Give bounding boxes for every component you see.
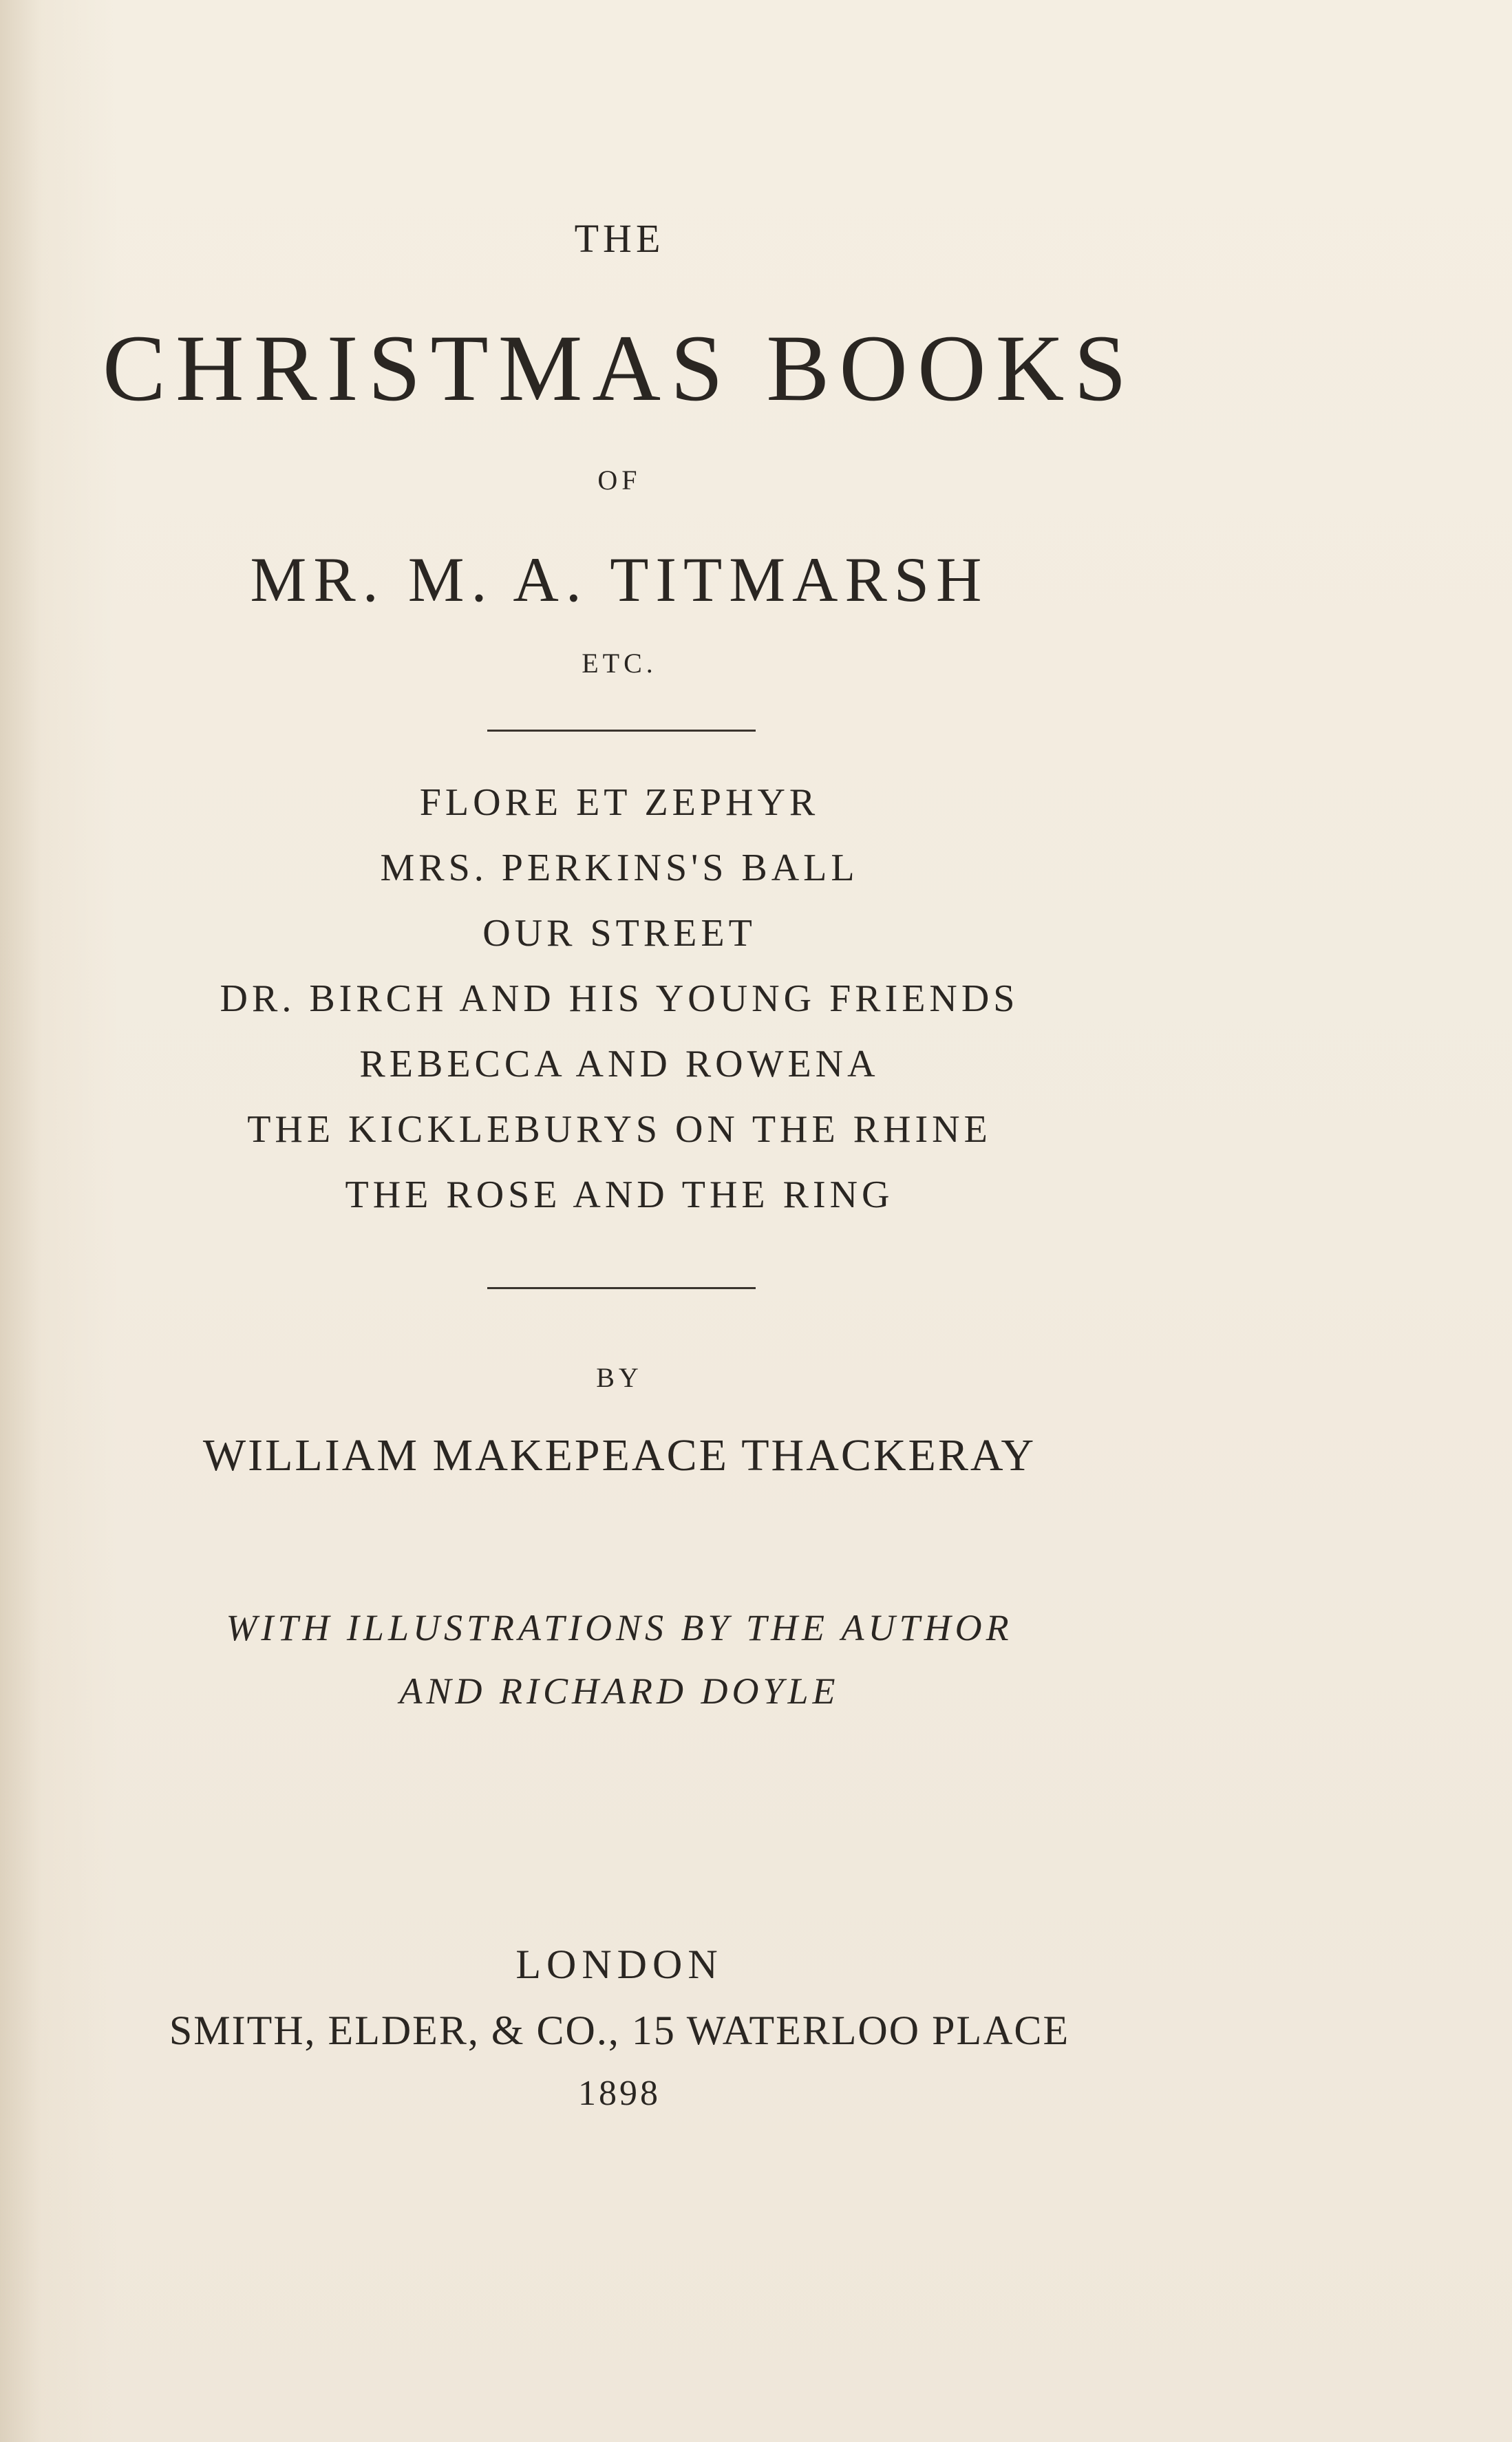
contents-item: THE ROSE AND THE RING [345, 1174, 894, 1216]
pseudonym: MR. M. A. TITMARSH [250, 544, 989, 615]
contents-item: DR. BIRCH AND HIS YOUNG FRIENDS [220, 977, 1019, 1020]
imprint-city: LONDON [515, 1942, 723, 1987]
contents-item: FLORE ET ZEPHYR [419, 781, 820, 824]
etc-label: ETC. [582, 648, 657, 679]
contents-item: MRS. PERKINS'S BALL [380, 847, 859, 889]
author-name: WILLIAM MAKEPEACE THACKERAY [202, 1430, 1036, 1480]
heading-of: OF [597, 465, 641, 496]
divider-bottom [487, 1287, 756, 1289]
book-title: CHRISTMAS BOOKS [102, 315, 1137, 421]
contents-item: THE KICKLEBURYS ON THE RHINE [247, 1108, 992, 1151]
illustrations-credit-line-1: WITH ILLUSTRATIONS BY THE AUTHOR [226, 1607, 1013, 1648]
imprint-publisher: SMITH, ELDER, & CO., 15 WATERLOO PLACE [169, 2008, 1070, 2053]
illustrations-credit-line-2: AND RICHARD DOYLE [399, 1670, 840, 1712]
by-label: BY [596, 1362, 643, 1393]
contents-item: OUR STREET [482, 912, 756, 955]
heading-the: THE [574, 216, 665, 261]
contents-item: REBECCA AND ROWENA [359, 1043, 880, 1085]
divider-top [487, 730, 756, 732]
imprint-year: 1898 [578, 2074, 661, 2113]
